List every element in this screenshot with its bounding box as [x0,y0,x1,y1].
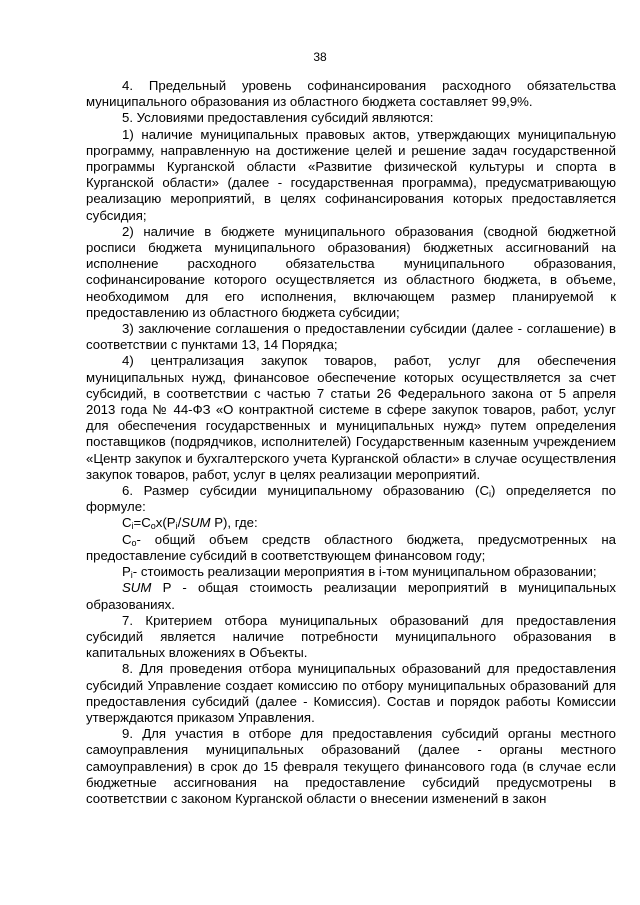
definition-sum-text: P - общая стоимость реализации мероприятий в муниципальных образованиях. [86,580,616,612]
definition-co-text: - общий объем средств областного бюджета, предусмотренных на предоставление субсидий в соответствующем финансовом году; [86,531,616,563]
paragraph-9: 9. Для участия в отборе для предоставления субсидий органы местного самоуправления муниципальных образований (далее - органы местного самоуправления) в срок до 15 февраля текущего финансового года (в случае если бюджетные ассигнования на предоставление субсидий предусмотрены в соответствии с законом Курганской области о внесении изменений в закон [86,726,616,806]
definition-sum-symbol: SUM [122,580,152,596]
definition-co [86,532,616,564]
paragraph-8: 8. Для проведения отбора муниципальных образований для предоставления субсидий Управление создает комиссию по отбору муниципальных образований для предоставления субсидий (далее - Комиссия). Состав и порядок работы Комиссии утверждаются приказом Управления. [86,661,616,725]
paragraph-5-3: 3) заключение соглашения о предоставлении субсидии (далее - соглашение) в соответствии с пунктами 13, 14 Порядка; [86,321,616,353]
paragraph-5-2: 2) наличие в бюджете муниципального образования (сводной бюджетной росписи бюджета муниципального образования) бюджетных ассигнований на исполнение расходного обязательства муниципального образования, софинансирование которого осуществляется из областного бюджета, в объеме, необходимом для его исполнения, включающем размер планируемой к предоставлению из областного бюджета субсидии; [86,223,616,320]
page-number: 38 [313,50,327,64]
formula-ci: C [122,515,132,531]
definition-pi-symbol: P [122,564,131,580]
formula-close: P), где: [210,515,258,531]
paragraph-5: 5. Условиями предоставления субсидий являются: [122,110,434,126]
formula-eq-co: =C [133,515,151,531]
document-body [86,78,616,807]
definition-pi-text: - стоимость реализации мероприятия в i-том муниципальном образовании; [132,564,597,580]
definition-co-symbol: C [122,531,132,547]
paragraph-6-subscript: i [488,489,491,500]
formula-slash: / [177,515,182,531]
definition-pi [86,564,616,580]
paragraph-6-text-a: 6. Размер субсидии муниципальному образованию (С [122,483,489,499]
paragraph-6-text-b: ) определяется по формуле: [86,483,617,515]
formula-pi-sub: i [175,521,178,532]
definition-co-sub: o [131,537,137,548]
paragraph-5-1: 1) наличие муниципальных правовых актов, утверждающих муниципальную программу, направленную на достижение целей и решение задач государственной программы Курганской области «Развитие физической культуры и спорта в Курганской области» (далее - государственная программа), предусматривающую реализацию мероприятий, в целях софинансирования которых предоставляется субсидия; [86,126,616,223]
formula-times-pi: x(P [155,515,176,531]
paragraph-6 [86,483,616,515]
paragraph-4: 4. Предельный уровень софинансирования расходного обязательства муниципального образования из областного бюджета составляет 99,9%. [86,78,616,110]
paragraph-7: 7. Критерием отбора муниципальных образований для предоставления субсидий является наличие потребности муниципального образования в капитальных вложениях в Объекты. [86,612,616,661]
formula-co-sub: o [150,521,156,532]
definition-sum [86,580,616,612]
paragraph-5-4: 4) централизация закупок товаров, работ, услуг для обеспечения муниципальных нужд, финансовое обеспечение которых осуществляется за счет субсидий, в соответствии с частью 7 статьи 26 Федерального закона от 5 апреля 2013 года № 44-ФЗ «О контрактной системе в сфере закупок товаров, работ, услуг для обеспечения государственных и муниципальных нужд» путем определения поставщиков (подрядчиков, исполнителей) Государственным казенным учреждением «Центр закупок и бухгалтерского учета Курганской области» в случае осуществления закупок товаров, работ, услуг в целях реализации мероприятий. [86,353,616,482]
formula-ci-sub: i [131,521,134,532]
subsidy-formula [86,515,616,531]
formula-sum: SUM [181,515,211,531]
definition-pi-sub: i [130,570,133,581]
